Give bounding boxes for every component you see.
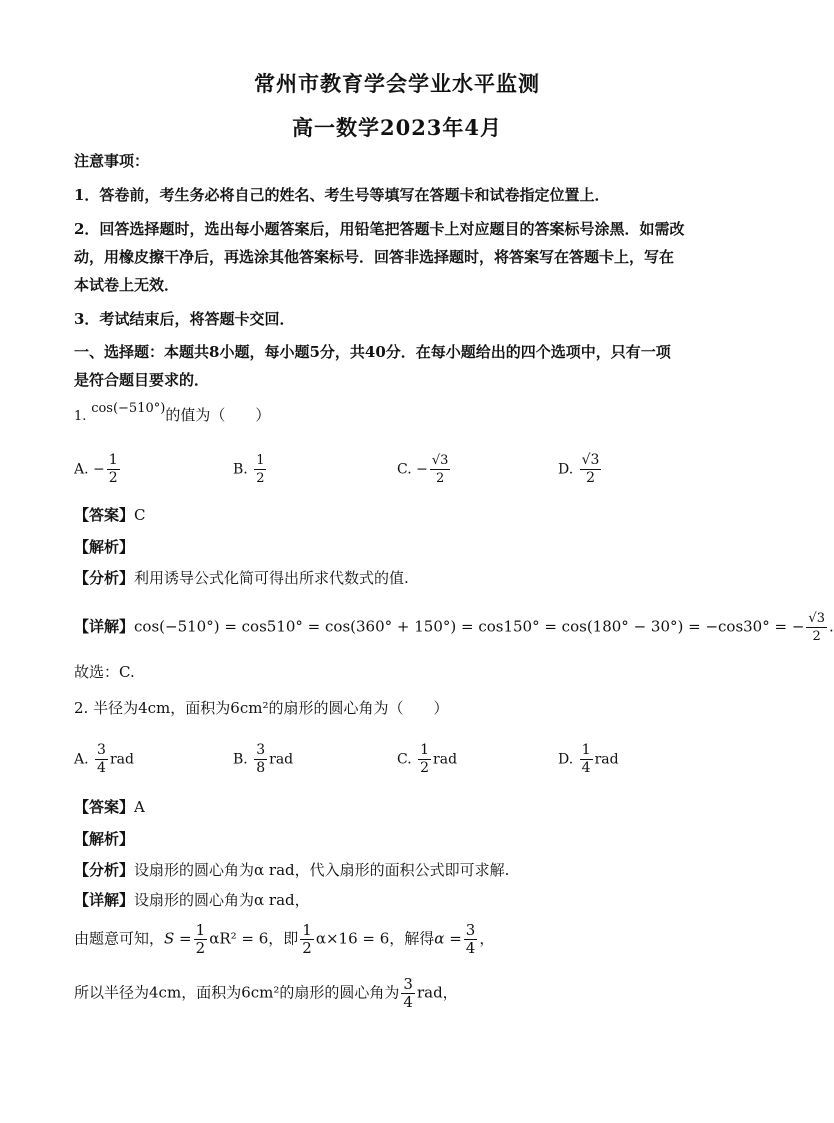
q1-option-a-sign: − <box>93 461 105 478</box>
q2-option-b-label: B. <box>233 751 248 768</box>
q2-conclusion-frac-num: 3 <box>403 975 413 993</box>
q1-stem <box>74 401 271 425</box>
q2-eq2-right: α×16 = 6 <box>315 929 390 948</box>
q2-option-b-unit: rad <box>269 751 294 768</box>
q2-detail <box>74 889 310 910</box>
q2-option-d-unit: rad <box>594 751 619 768</box>
q1-detail-expression: cos(−510°) = cos510° = cos(360° + 150°) = cos150° = cos(180° − 30°) = −cos30° = − <box>134 617 805 636</box>
q2-fenxi-b: ，代入扇形的面积公式即可求解. <box>294 861 510 879</box>
q2-option-d-den: 4 <box>581 760 591 776</box>
q2-detail-alpha: α rad <box>254 891 295 909</box>
q2-conclusion-b: ，面积为 <box>181 983 242 1002</box>
q2-option-a-label: A. <box>74 751 89 768</box>
notice-item-2a: 2．回答选择题时，选出每小题答案后，用铅笔把答题卡上对应题目的答案标号涂黑．如需改 <box>74 220 685 238</box>
section-heading-b: 是符合题目要求的． <box>74 371 210 389</box>
q2-stem-b: ，面积为 <box>170 699 231 717</box>
q1-stem-tail: 的值为（ ） <box>165 406 271 424</box>
q2-eq1-right: αR² = 6 <box>209 929 269 948</box>
page-subtitle: 高一数学2023年4月 <box>291 115 503 140</box>
q1-option-b-label: B. <box>233 461 248 478</box>
q2-derivation <box>74 922 494 957</box>
q2-area: 6cm² <box>230 699 269 717</box>
q2-conclusion-c: 的扇形的圆心角为 <box>279 983 400 1002</box>
q1-answer-tag: 【答案】 <box>74 506 135 524</box>
q1-option-a-label: A. <box>74 461 89 478</box>
q2-derivation-c: ，解得 <box>389 929 435 948</box>
q2-answer-tag: 【答案】 <box>74 798 135 816</box>
q1-expression: cos(−510°) <box>91 401 166 416</box>
q1-detail-end: . <box>828 617 834 636</box>
q2-option-a-unit: rad <box>109 751 134 768</box>
q1-answer-value: C <box>134 506 146 524</box>
q1-option-c-num: √3 <box>431 453 449 468</box>
q1-analysis-tag: 【解析】 <box>74 538 135 556</box>
q2-option-b-num: 3 <box>256 742 266 758</box>
q2-eq1-left: S = <box>164 929 192 948</box>
notice-item-2b: 动，用橡皮擦干净后，再选涂其他答案标号．回答非选择题时，将答案写在答题卡上，写在 <box>74 248 675 266</box>
section-heading-a: 一、选择题：本题共8小题，每小题5分，共40分．在每小题给出的四个选项中，只有一项 <box>74 343 671 361</box>
q1-option-d-den: 2 <box>586 470 596 486</box>
q1-number: 1. <box>74 409 87 424</box>
q2-eq2-frac-num: 1 <box>302 921 312 939</box>
q2-derivation-b: ，即 <box>268 929 299 948</box>
q1-option-c-den: 2 <box>436 471 445 486</box>
q1-option-a-num: 1 <box>108 452 118 468</box>
q2-fenxi-a: 设扇形的圆心角为 <box>134 861 255 879</box>
q2-eq3-left: α = <box>434 929 462 948</box>
notice-item-3: 3．考试结束后，将答题卡交回． <box>74 310 295 328</box>
notice-heading: 注意事项： <box>74 152 150 170</box>
q1-option-d <box>558 452 603 487</box>
q2-option-b-den: 8 <box>256 760 266 776</box>
q2-option-c <box>397 742 457 777</box>
q1-option-a-den: 2 <box>108 470 118 486</box>
q1-fenxi <box>74 567 409 588</box>
q2-detail-a: 设扇形的圆心角为 <box>134 891 255 909</box>
q2-fenxi-tag: 【分析】 <box>74 861 135 879</box>
q2-conclusion-d: ， <box>442 983 458 1002</box>
q2-conclusion-a: 所以半径为 <box>74 983 150 1002</box>
q1-option-d-num: √3 <box>581 452 600 468</box>
q2-option-a-den: 4 <box>97 760 106 776</box>
q2-eq3-frac-den: 4 <box>465 939 476 957</box>
q2-eq1-frac-den: 2 <box>195 939 206 957</box>
q2-conclusion-radius: 4cm <box>149 983 182 1002</box>
q2-conclusion-area: 6cm² <box>241 983 280 1002</box>
notice-item-2c: 本试卷上无效． <box>74 276 180 294</box>
q2-fenxi <box>74 859 509 880</box>
q1-fenxi-text: 利用诱导公式化简可得出所求代数式的值. <box>134 569 409 587</box>
q2-conclusion-frac-den: 4 <box>403 993 413 1011</box>
q2-option-d-num: 1 <box>581 742 591 758</box>
q2-eq3-frac-num: 3 <box>465 921 476 939</box>
q2-derivation-a: 由题意可知， <box>74 929 165 948</box>
q2-option-a-num: 3 <box>97 742 106 758</box>
q1-conclusion: 故选：C. <box>74 663 135 681</box>
q1-option-d-label: D. <box>558 461 574 478</box>
q2-option-d <box>558 742 619 777</box>
q2-stem-c: 的扇形的圆心角为（ ） <box>268 699 449 717</box>
q2-detail-tag: 【详解】 <box>74 891 135 909</box>
page-title: 常州市教育学会学业水平监测 <box>254 71 540 96</box>
q2-answer <box>74 796 145 817</box>
q2-option-c-num: 1 <box>420 742 430 758</box>
q1-answer <box>74 504 146 525</box>
notice-item-1: 1．答卷前，考生务必将自己的姓名、考生号等填写在答题卡和试卷指定位置上． <box>74 186 610 204</box>
q1-option-a <box>74 452 122 487</box>
q2-conclusion <box>74 976 458 1011</box>
q2-detail-b: ， <box>294 891 310 909</box>
q1-option-b-den: 2 <box>256 471 265 486</box>
q1-option-b <box>233 452 268 487</box>
q1-detail-frac-den: 2 <box>812 629 821 644</box>
q1-option-c-sign: − <box>416 461 428 478</box>
q1-detail-frac-num: √3 <box>808 611 825 626</box>
q2-eq2-frac-den: 2 <box>302 939 312 957</box>
q2-answer-value: A <box>134 798 145 816</box>
q2-eq1-frac-num: 1 <box>195 921 206 939</box>
q1-option-c <box>397 452 452 487</box>
q1-option-c-label: C. <box>397 461 412 478</box>
q1-detail <box>74 610 834 645</box>
q2-conclusion-unit: rad <box>416 983 443 1002</box>
q2-option-c-label: C. <box>397 751 412 768</box>
q2-option-a <box>74 742 134 777</box>
q2-stem <box>74 697 448 718</box>
q2-option-d-label: D. <box>558 751 574 768</box>
q2-fenxi-alpha: α rad <box>254 861 295 879</box>
q2-option-b <box>233 742 293 777</box>
q1-option-b-num: 1 <box>256 453 265 468</box>
q1-fenxi-tag: 【分析】 <box>74 569 135 587</box>
q2-radius: 4cm <box>138 699 171 717</box>
q2-option-c-unit: rad <box>433 751 458 768</box>
q1-detail-tag: 【详解】 <box>74 617 135 636</box>
q2-option-c-den: 2 <box>420 760 430 776</box>
q2-derivation-d: ， <box>479 929 495 948</box>
q2-stem-a: 2. 半径为 <box>74 699 139 717</box>
q2-analysis-tag: 【解析】 <box>74 830 135 848</box>
